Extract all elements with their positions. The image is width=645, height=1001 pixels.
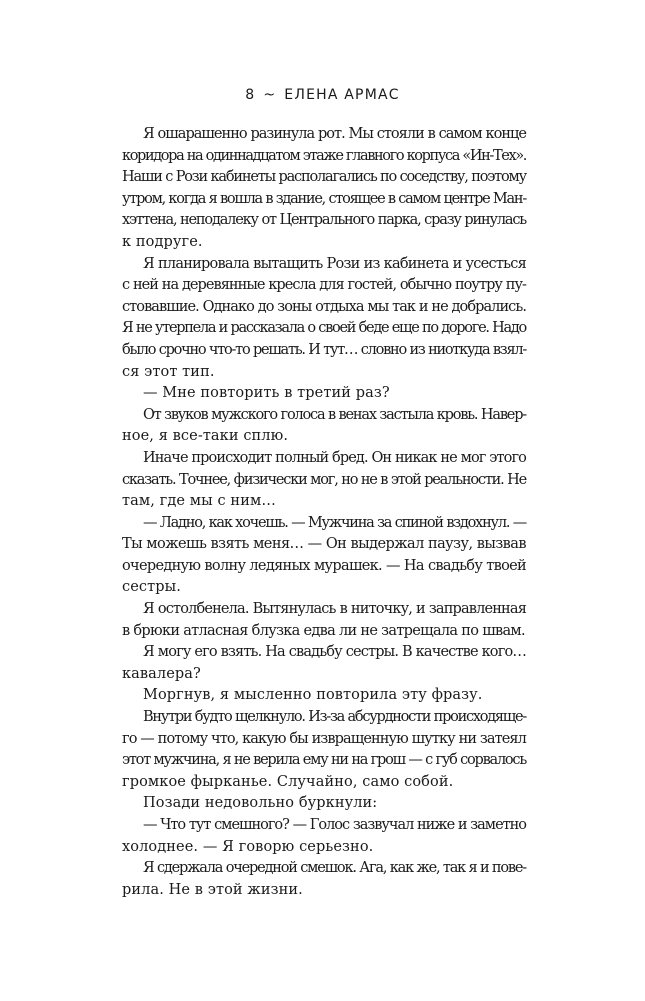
- text-line: хэттена, неподалеку от Центрального парка, сразу ринулась: [122, 212, 526, 229]
- author-name: ЕЛЕНА АРМАС: [284, 87, 400, 103]
- text-line: Моргнув, я мысленно повторила эту фразу.: [143, 687, 483, 704]
- text-line: этот мужчина, я не верила ему ни на грош — с губ сорвалось: [122, 752, 526, 769]
- paragraph: [122, 254, 526, 384]
- paragraph: [122, 405, 526, 448]
- text-line: было срочно что-то решать. И тут… словно из ниоткуда взял-: [122, 341, 526, 358]
- text-line: кавалера?: [122, 665, 201, 682]
- text-line: Наши с Рози кабинеты располагались по соседству, поэтому: [122, 169, 526, 186]
- text-line: в брюки атласная блузка едва ли не затрещала по швам.: [122, 622, 525, 639]
- text-line: холоднее. — Я говорю серьезно.: [122, 838, 374, 855]
- text-line: — Мне повторить в третий раз?: [143, 385, 390, 402]
- paragraph: [122, 815, 526, 858]
- text-line: Я ошарашенно разинула рот. Мы стояли в самом конце: [143, 126, 526, 142]
- text-line: Я могу его взять. На свадьбу сестры. В качестве кого…: [143, 644, 526, 661]
- text-line: ное, я все-таки сплю.: [122, 428, 289, 445]
- paragraph: [122, 858, 526, 901]
- text-line: Я остолбенела. Вытянулась в ниточку, и заправленная: [143, 601, 526, 618]
- text-line: рила. Не в этой жизни.: [122, 881, 303, 898]
- text-line: к подруге.: [122, 233, 203, 250]
- paragraph: [122, 793, 526, 815]
- text-line: Внутри будто щелкнуло. Из-за абсурдности происходяще-: [143, 709, 526, 726]
- text-line: го — потому что, какую бы извращенную шутку ни затеял: [122, 730, 526, 747]
- text-line: с ней на деревянные кресла для гостей, обычно поутру пу-: [122, 277, 526, 294]
- running-header: [0, 86, 645, 104]
- text-line: Я сдержала очередной смешок. Ага, как же, так я и пове-: [143, 860, 526, 877]
- paragraph: [122, 642, 526, 685]
- paragraph: [122, 383, 526, 405]
- text-line: Позади недовольно буркнули:: [143, 795, 378, 812]
- paragraph: [122, 599, 526, 642]
- text-line: утром, когда я вошла в здание, стоящее в самом центре Ман-: [122, 190, 526, 207]
- paragraph: [122, 513, 526, 599]
- text-line: Я планировала вытащить Рози из кабинета и усесться: [143, 255, 526, 272]
- text-line: — Ладно, как хочешь. — Мужчина за спиной вздохнул. —: [143, 514, 526, 531]
- paragraph: [122, 124, 526, 254]
- header-separator: ~: [263, 87, 277, 103]
- text-line: очередную волну ледяных мурашек. — На свадьбу твоей: [122, 557, 526, 574]
- text-line: Я не утерпела и рассказала о своей беде еще по дороге. Надо: [122, 320, 526, 337]
- body-text: [122, 124, 526, 901]
- text-line: ся этот тип.: [122, 363, 215, 380]
- text-line: там, где мы с ним…: [122, 493, 276, 510]
- text-line: стовавшие. Однако до зоны отдыха мы так и не добрались.: [122, 298, 526, 315]
- paragraph: [122, 707, 526, 793]
- paragraph: [122, 448, 526, 513]
- page-number: 8: [245, 87, 256, 103]
- text-line: Ты можешь взять меня… — Он выдержал паузу, вызвав: [122, 536, 526, 553]
- text-line: сказать. Точнее, физически мог, но не в этой реальности. Не: [122, 471, 526, 488]
- text-line: сестры.: [122, 579, 181, 596]
- text-line: От звуков мужского голоса в венах застыла кровь. Навер-: [143, 406, 526, 423]
- text-line: — Что тут смешного? — Голос зазвучал ниже и заметно: [143, 817, 526, 833]
- text-line: громкое фырканье. Случайно, само собой.: [122, 773, 454, 790]
- text-line: коридора на одиннадцатом этаже главного корпуса «Ин-Тех».: [122, 147, 526, 164]
- paragraph: [122, 685, 526, 707]
- text-line: Иначе происходит полный бред. Он никак не мог этого: [143, 449, 526, 466]
